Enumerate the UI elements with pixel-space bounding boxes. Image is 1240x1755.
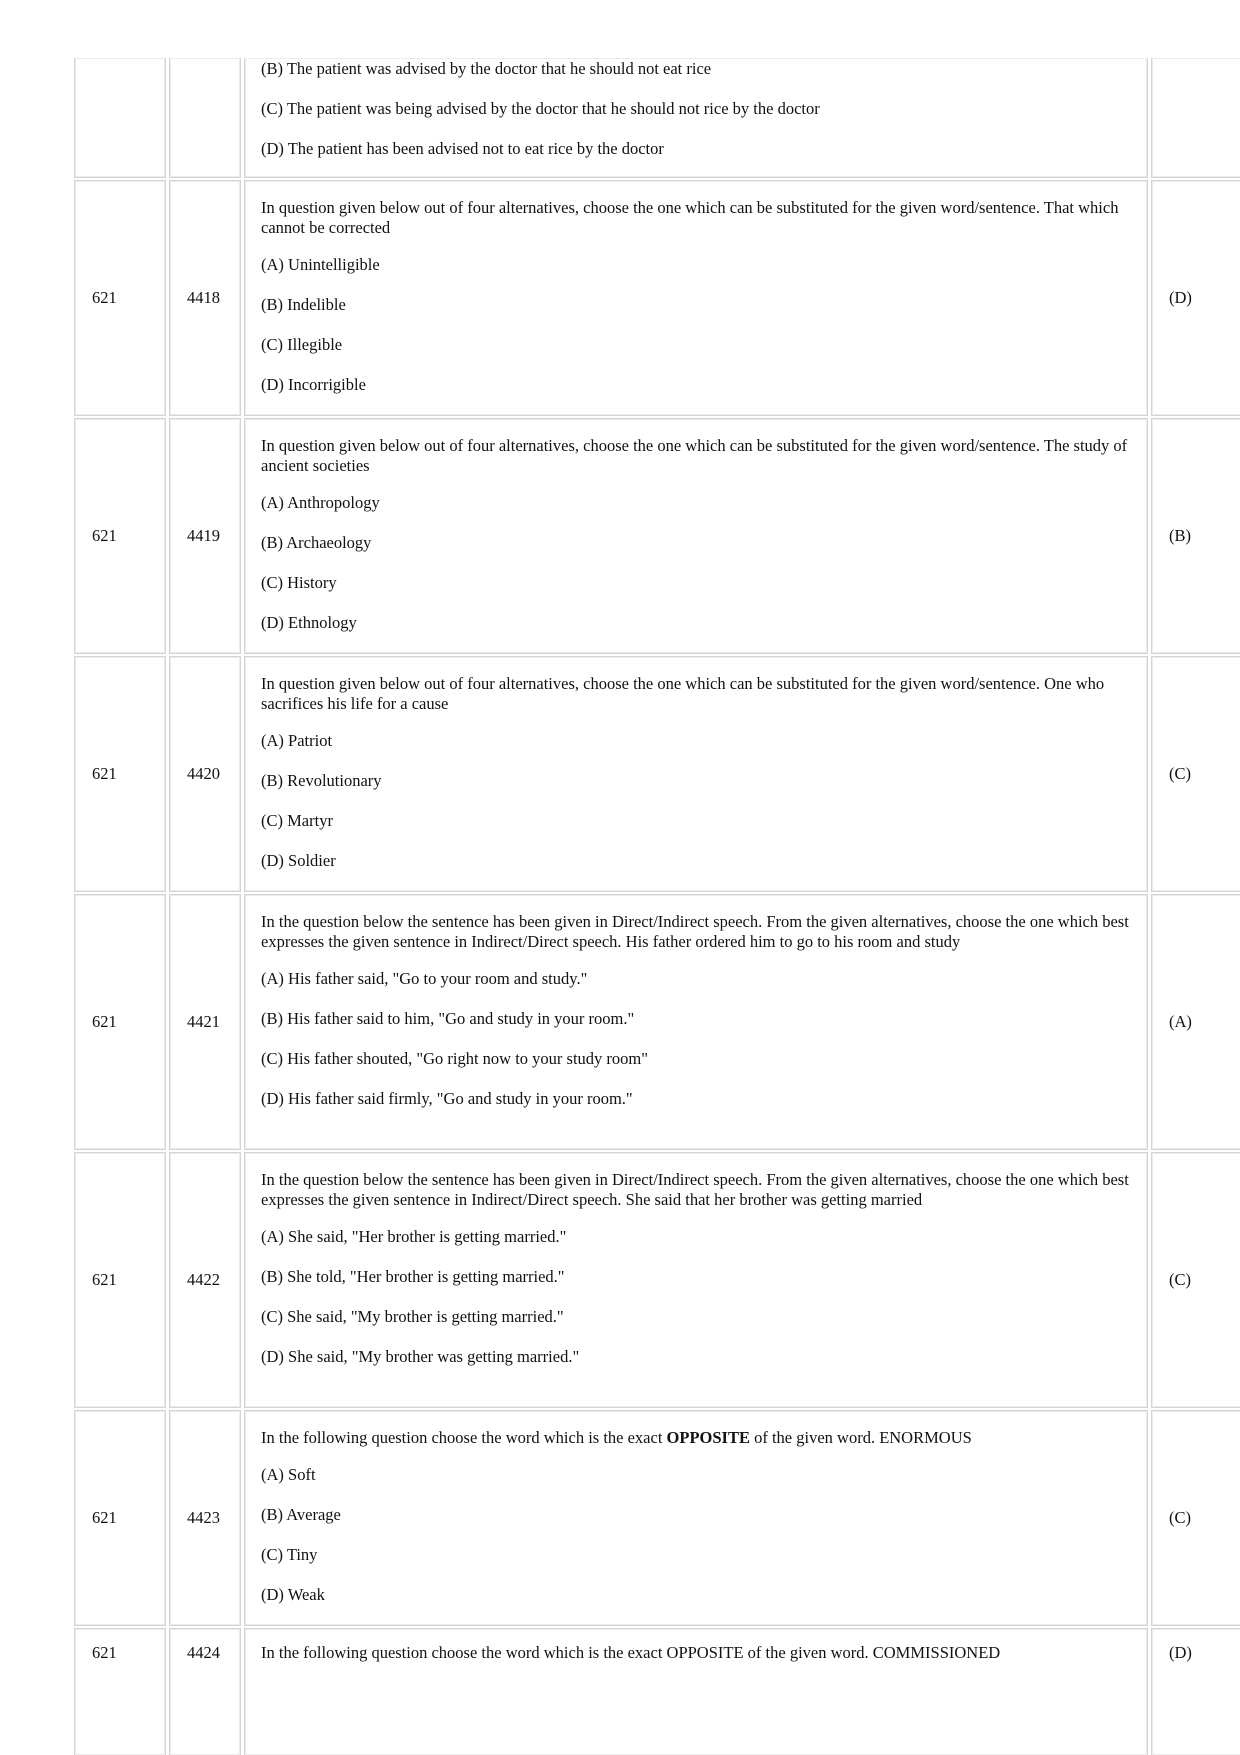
option-a: (A) She said, "Her brother is getting married." (261, 1227, 567, 1246)
table-row (74, 1628, 1192, 1755)
question-number: 4421 (187, 1012, 220, 1031)
option-d: (D) Soldier (261, 851, 336, 870)
question-number: 4423 (187, 1508, 220, 1527)
answer-cell (1151, 894, 1240, 1150)
paper-code-cell (74, 1152, 166, 1408)
question-number-cell (169, 418, 241, 654)
question-number-cell (169, 180, 241, 416)
option-c: (C) History (261, 573, 337, 592)
option-b: (B) Average (261, 1505, 341, 1524)
table-row (74, 180, 1192, 416)
question-stem: In question given below out of four alternatives, choose the one which can be substituted for the given word/sentence. That which cannot be corrected (261, 198, 1119, 237)
question-cell (244, 1410, 1148, 1626)
question-stem: In question given below out of four alternatives, choose the one which can be substituted for the given word/sentence. The study of ancient societies (261, 436, 1128, 475)
option-c: (C) His father shouted, "Go right now to your study room" (261, 1049, 648, 1068)
question-stem (261, 1428, 1135, 1448)
question-cell (244, 894, 1148, 1150)
question-stem: In question given below out of four alternatives, choose the one which can be substituted for the given word/sentence. One who sacrifices his life for a cause (261, 674, 1105, 713)
option-b: (B) His father said to him, "Go and study in your room." (261, 1009, 635, 1028)
table-row (74, 656, 1191, 892)
answer-key: (B) (1169, 526, 1191, 545)
question-number: 4424 (187, 1643, 220, 1662)
question-stem: In the following question choose the word which is the exact OPPOSITE of the given word. COMMISSIONED (261, 1643, 1001, 1662)
answer-key: (D) (1169, 288, 1192, 307)
answer-key: (D) (1169, 1643, 1192, 1662)
question-cell (244, 180, 1148, 416)
option-a: (A) Soft (261, 1465, 316, 1484)
paper-code-cell (74, 656, 166, 892)
question-cell (244, 1628, 1148, 1755)
option-b: (B) Revolutionary (261, 771, 382, 790)
question-number: 4420 (187, 764, 220, 783)
question-number: 4418 (187, 288, 220, 307)
answer-cell (1151, 180, 1240, 416)
option-d: (D) She said, "My brother was getting married." (261, 1347, 580, 1366)
answer-key: (C) (1169, 1270, 1191, 1289)
question-number-cell (169, 1152, 241, 1408)
option-d: (D) Weak (261, 1585, 325, 1604)
answer-key: (C) (1169, 1508, 1191, 1527)
stem-text: of the given word. ENORMOUS (749, 1428, 972, 1447)
option-c: (C) Tiny (261, 1545, 318, 1564)
stem-text: In the following question choose the word which is the exact (261, 1428, 667, 1447)
question-cell (244, 1152, 1148, 1408)
option-a: (A) Anthropology (261, 493, 380, 512)
question-cell (244, 418, 1148, 654)
paper-code: 621 (92, 288, 117, 307)
option-d: (D) His father said firmly, "Go and study in your room." (261, 1089, 633, 1108)
table-row (74, 1410, 1191, 1626)
option-d: (D) Incorrigible (261, 375, 366, 394)
option-b: (B) She told, "Her brother is getting married." (261, 1267, 565, 1286)
question-stem: In the question below the sentence has been given in Direct/Indirect speech. From the given alternatives, choose the one which best expresses the given sentence in Indirect/Direct speech. She said that her brother was getting married (261, 1170, 1129, 1209)
question-number-cell (169, 1410, 241, 1626)
option-c: (C) The patient was being advised by the doctor that he should not rice by the doctor (261, 99, 820, 118)
question-number-cell (169, 1628, 241, 1755)
table-row (74, 418, 1191, 654)
question-number-cell (169, 58, 241, 178)
paper-code: 621 (92, 1643, 117, 1662)
option-c: (C) Martyr (261, 811, 333, 830)
paper-code-cell (74, 180, 166, 416)
question-number-cell (169, 894, 241, 1150)
table-row (74, 58, 1170, 178)
question-cell (244, 656, 1148, 892)
paper-code-cell (74, 1628, 166, 1755)
paper-code-cell (74, 894, 166, 1150)
option-a: (A) Patriot (261, 731, 333, 750)
paper-code: 621 (92, 764, 117, 783)
answer-cell (1151, 1628, 1240, 1755)
answer-key: (A) (1169, 1012, 1192, 1031)
answer-cell (1151, 58, 1240, 178)
option-c: (C) She said, "My brother is getting married." (261, 1307, 564, 1326)
option-b: (B) Archaeology (261, 533, 372, 552)
option-c: (C) Illegible (261, 335, 343, 354)
question-number: 4419 (187, 526, 220, 545)
paper-code-cell (74, 418, 166, 654)
stem-keyword: OPPOSITE (666, 1428, 750, 1447)
paper-code: 621 (92, 1270, 117, 1289)
question-stem: In the question below the sentence has been given in Direct/Indirect speech. From the given alternatives, choose the one which best expresses the given sentence in Indirect/Direct speech. His father ordered him to go to his room and study (261, 912, 1129, 951)
question-number-cell (169, 656, 241, 892)
answer-cell (1151, 1410, 1240, 1626)
paper-code-cell (74, 58, 166, 178)
question-number: 4422 (187, 1270, 220, 1289)
paper-code: 621 (92, 526, 117, 545)
paper-code-cell (74, 1410, 166, 1626)
question-cell (244, 58, 1148, 178)
option-a: (A) His father said, "Go to your room and study." (261, 969, 588, 988)
paper-code: 621 (92, 1012, 117, 1031)
answer-cell (1151, 418, 1240, 654)
answer-key: (C) (1169, 764, 1191, 783)
table-row (74, 894, 1192, 1150)
option-b: (B) The patient was advised by the doctor that he should not eat rice (261, 59, 712, 78)
option-b: (B) Indelible (261, 295, 346, 314)
paper-code: 621 (92, 1508, 117, 1527)
option-d: (D) The patient has been advised not to eat rice by the doctor (261, 139, 664, 158)
answer-cell (1151, 656, 1240, 892)
option-d: (D) Ethnology (261, 613, 357, 632)
answer-cell (1151, 1152, 1240, 1408)
option-a: (A) Unintelligible (261, 255, 380, 274)
table-row (74, 1152, 1191, 1408)
